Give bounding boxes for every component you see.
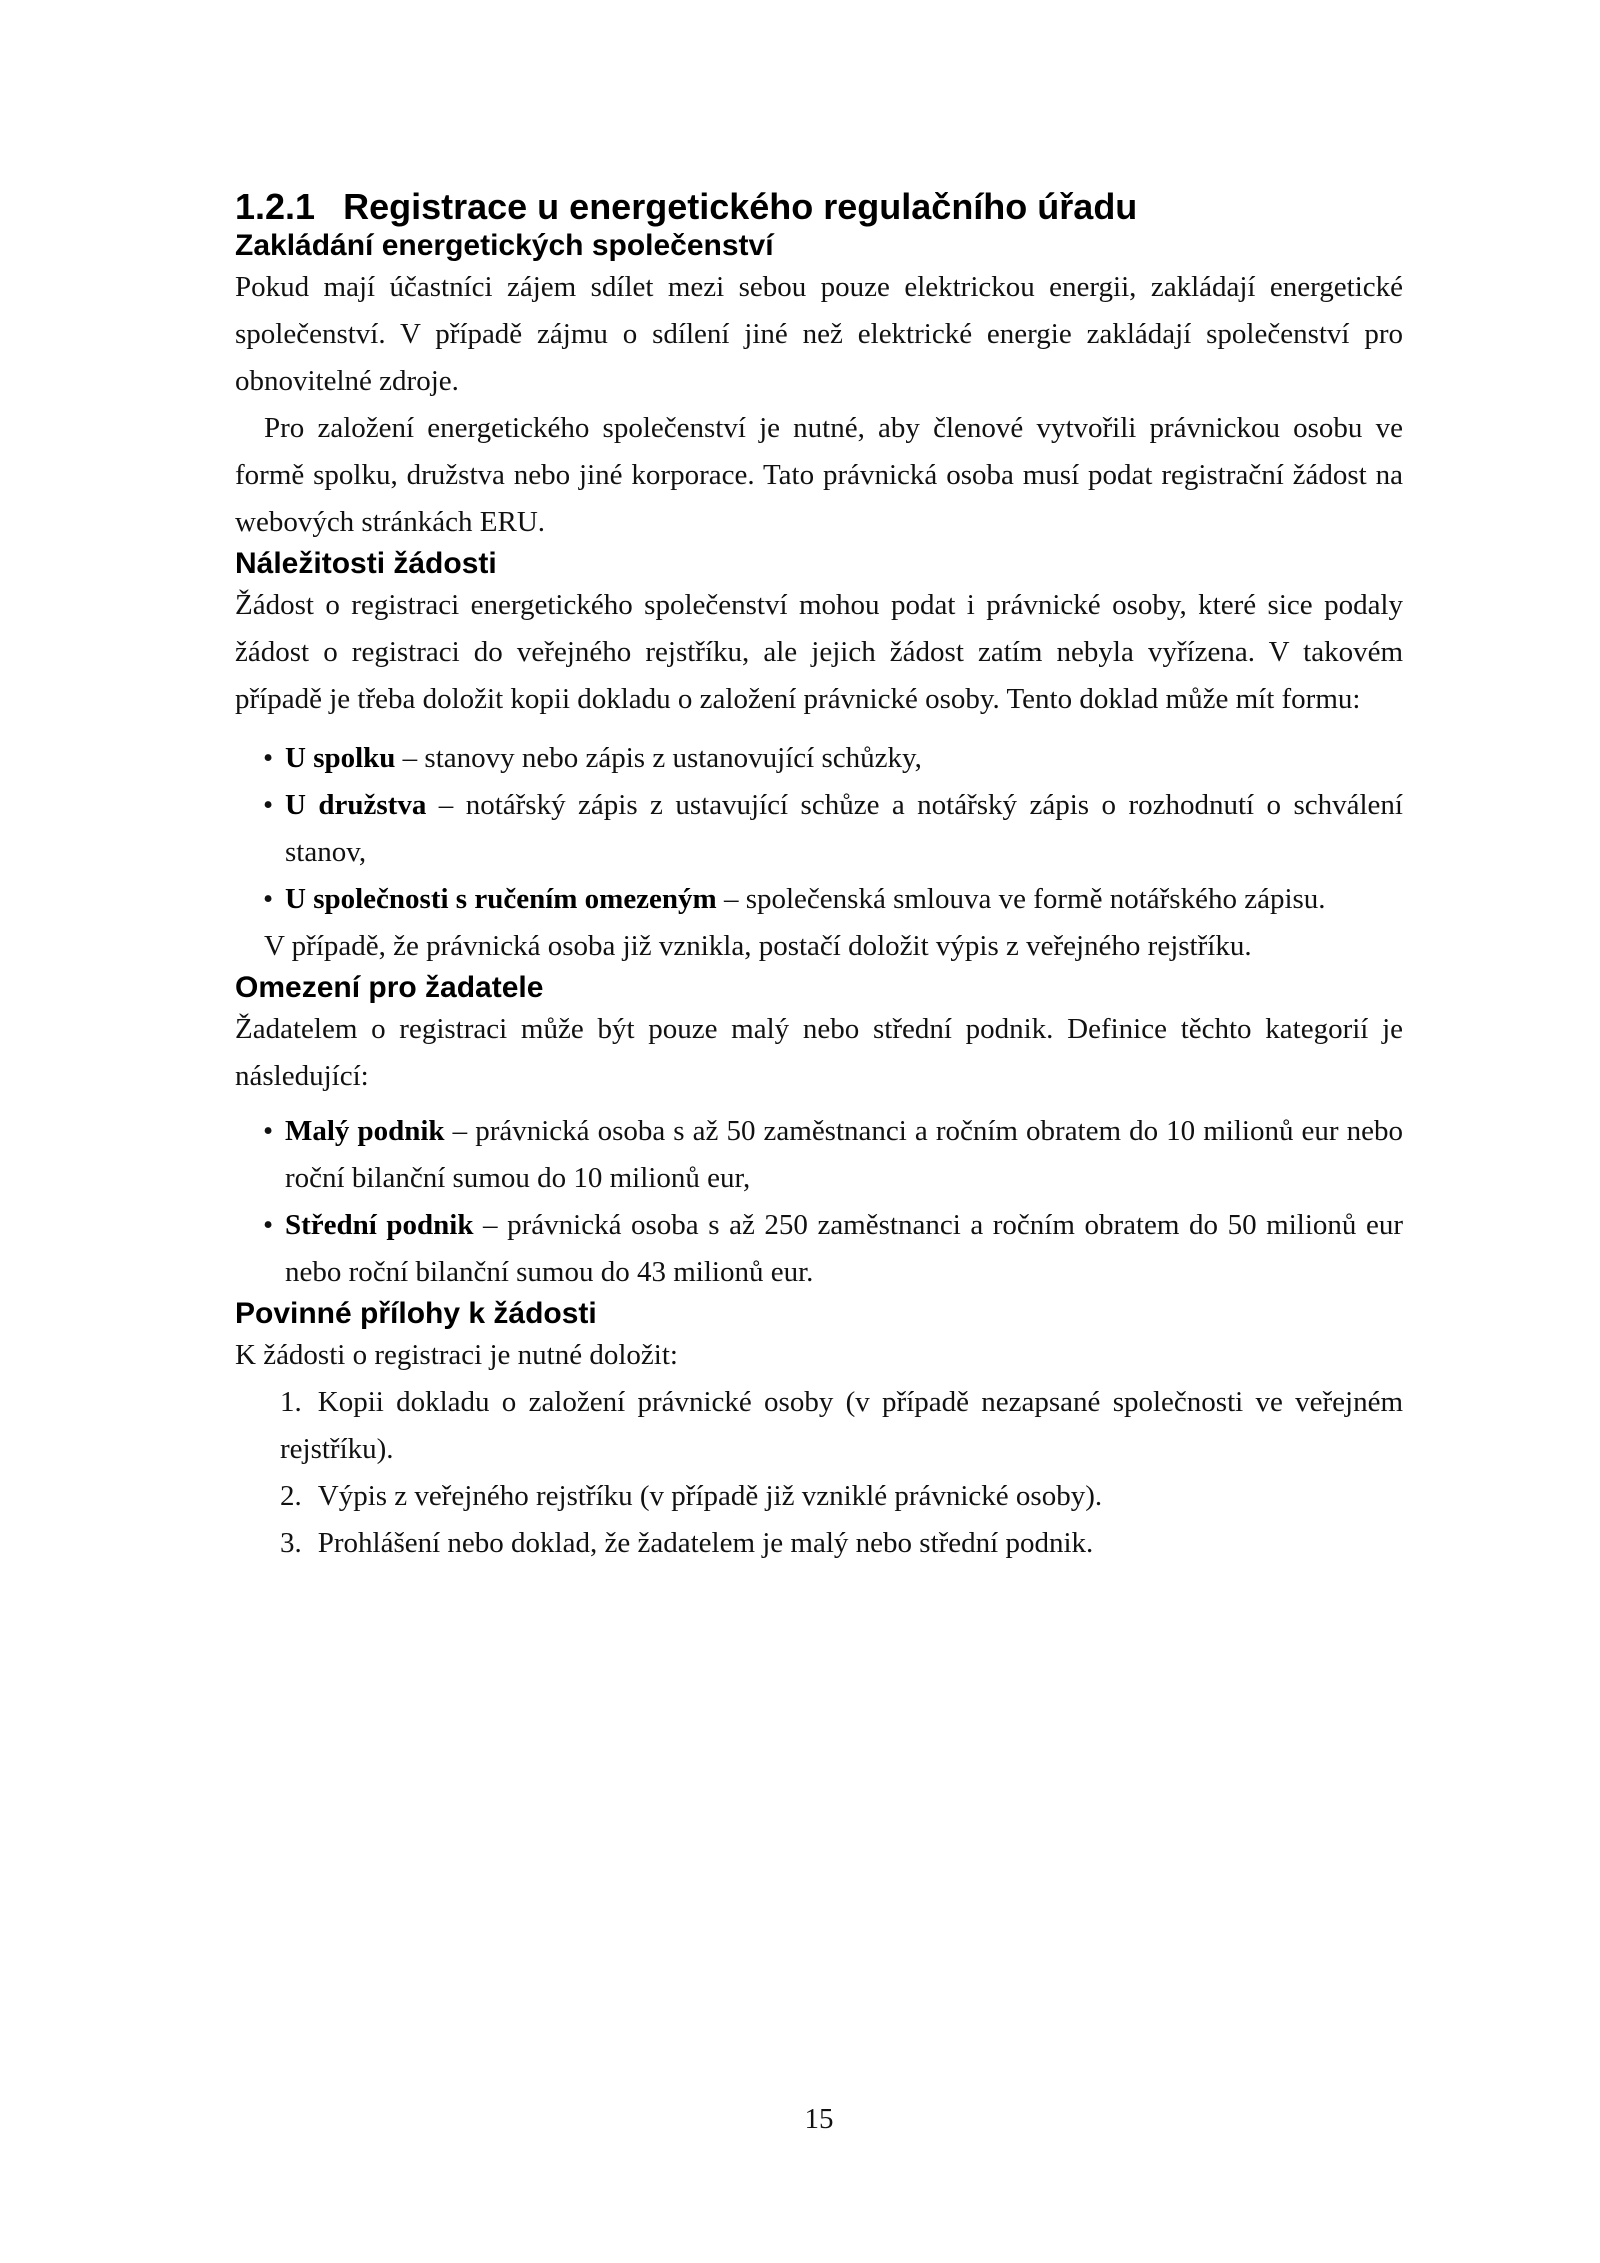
list-item (235, 735, 1403, 782)
list-item (235, 876, 1403, 923)
item-text: Prohlášení nebo doklad, že žadatelem je malý nebo střední podnik. (317, 1527, 1094, 1559)
item-number: 1. (280, 1386, 302, 1418)
list-item (235, 782, 1403, 876)
item-term: U společnosti s ručením omezeným (285, 883, 717, 915)
subheading-nalezitosti: Náležitosti žádosti (235, 547, 497, 580)
item-text: – právnická osoba s až 250 zaměstnanci a ročním obratem do 50 milionů eur nebo roční bilanční sumou do 43 milionů eur. (285, 1209, 1403, 1288)
paragraph: Pokud mají účastníci zájem sdílet mezi sebou pouze elektrickou energii, zakládají energetické společenství. V případě zájmu o sdílení jiné než elektrické energie zakládají společenství pro obnovitelné zdroje. (235, 271, 1403, 397)
text-block (235, 0, 1403, 1567)
subheading-omezeni: Omezení pro žadatele (235, 971, 544, 1004)
bullet-icon: • (263, 883, 274, 915)
item-number: 2. (280, 1480, 302, 1512)
section-number: 1.2.1 (235, 186, 316, 227)
page-number: 15 (804, 2103, 834, 2135)
paragraph: Pro založení energetického společenství je nutné, aby členové vytvořili právnickou osobu ve formě spolku, družstva nebo jiné korporace. Tato právnická osoba musí podat registrační žádost na webových stránkách ERU. (235, 412, 1403, 538)
paragraph: Žadatelem o registraci může být pouze malý nebo střední podnik. Definice těchto kategorií je následující: (235, 1013, 1403, 1092)
list-item (235, 1202, 1403, 1296)
item-term: Malý podnik (285, 1115, 445, 1147)
bullet-icon: • (263, 789, 274, 821)
paragraph: Žádost o registraci energetického společenství mohou podat i právnické osoby, které sice podaly žádost o registraci do veřejného rejstříku, ale jejich žádost zatím nebyla vyřízena. V takovém případě je třeba doložit kopii dokladu o založení právnické osoby. Tento doklad může mít formu: (235, 589, 1403, 715)
bullet-icon: • (263, 1209, 274, 1241)
item-text: – právnická osoba s až 50 zaměstnanci a ročním obratem do 10 milionů eur nebo roční bilanční sumou do 10 milionů eur, (285, 1115, 1403, 1194)
item-number: 3. (280, 1527, 302, 1559)
bullet-icon: • (263, 1115, 274, 1147)
list-item (235, 1379, 1403, 1473)
bullet-icon: • (263, 742, 274, 774)
item-text: Kopii dokladu o založení právnické osoby (v případě nezapsané společnosti ve veřejném rejstříku). (280, 1386, 1403, 1465)
bullet-list (235, 1108, 1403, 1296)
paragraph: K žádosti o registraci je nutné doložit: (235, 1339, 678, 1371)
list-item (235, 1520, 1403, 1567)
bullet-list (235, 735, 1403, 923)
subheading-povinne-prilohy: Povinné přílohy k žádosti (235, 1297, 597, 1330)
item-text: – stanovy nebo zápis z ustanovující schůzky, (395, 742, 922, 774)
item-term: Střední podnik (285, 1209, 474, 1241)
item-text: – společenská smlouva ve formě notářského zápisu. (716, 883, 1326, 915)
subheading-zakladani: Zakládání energetických společenství (235, 229, 774, 262)
list-item (235, 1108, 1403, 1202)
item-term: U družstva (285, 789, 427, 821)
item-term: U spolku (285, 742, 396, 774)
paragraph: V případě, že právnická osoba již vznikla, postačí doložit výpis z veřejného rejstříku. (264, 930, 1252, 962)
item-text: – notářský zápis z ustavující schůze a notářský zápis o rozhodnutí o schválení stanov, (285, 789, 1403, 868)
section-heading (235, 185, 1403, 228)
numbered-list (235, 1379, 1403, 1567)
section-title: Registrace u energetického regulačního úřadu (343, 186, 1138, 227)
list-item (235, 1473, 1403, 1520)
item-text: Výpis z veřejného rejstříku (v případě již vzniklé právnické osoby). (317, 1480, 1103, 1512)
